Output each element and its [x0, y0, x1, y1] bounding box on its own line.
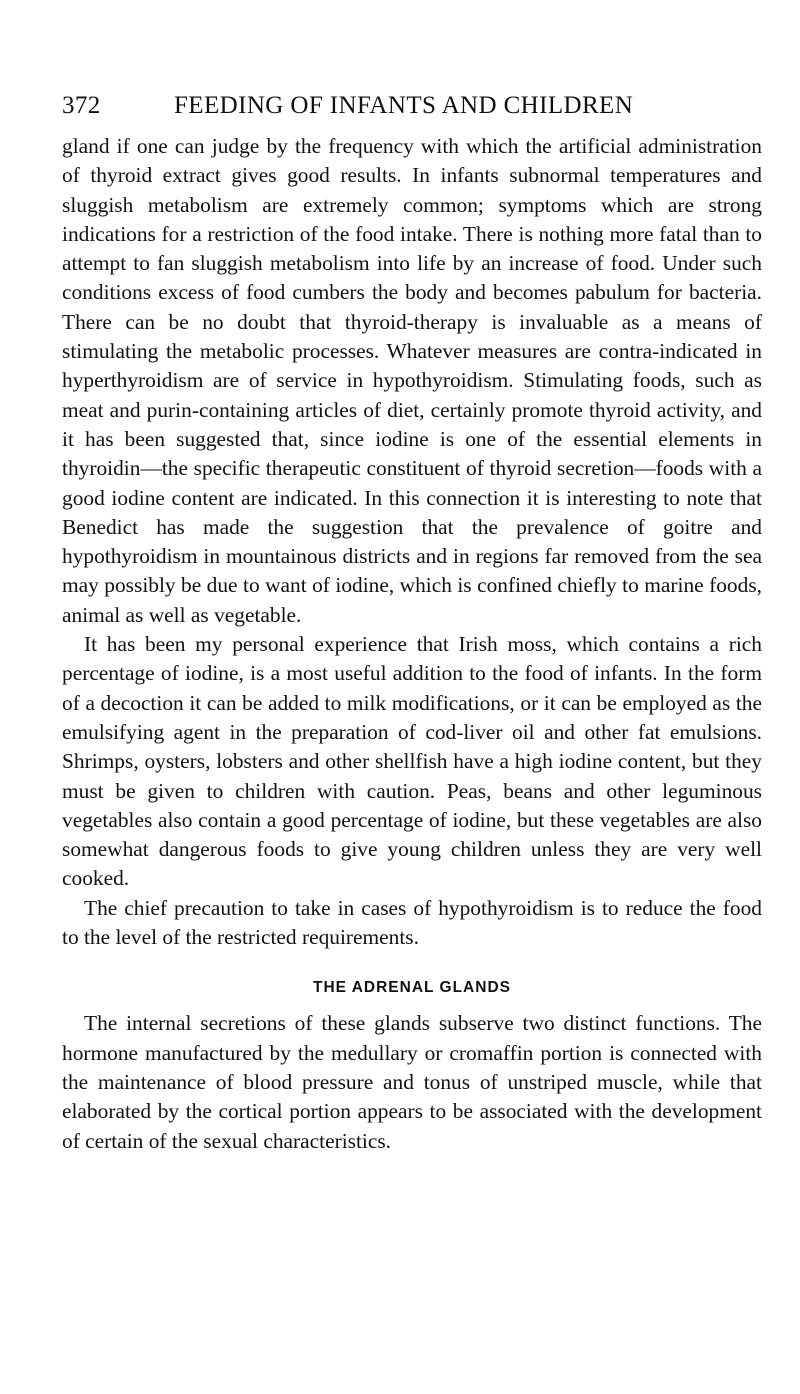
paragraph-adrenal-functions: The internal secretions of these glands subserve two distinct functions. The hormone manufactured by the medullary or cromaffin portion is connected with the maintenance of blood pressure and tonus of unstriped muscle, while that elaborated by the cortical portion appears to be associated with the development of certain of the sexual characteristics. [62, 1011, 762, 1153]
page-number: 372 [62, 92, 101, 119]
running-title: FEEDING OF INFANTS AND CHILDREN [174, 92, 634, 119]
paragraph-precaution: The chief precaution to take in cases of hypothyroidism is to reduce the food to the level of the restricted requirements. [62, 895, 762, 950]
paragraph-thyroid-continued: gland if one can judge by the frequency with which the artificial administration of thyroid extract gives good results. In infants subnormal temperatures and sluggish metabolism are extremely common; symptoms which are strong indications for a restriction of the food intake. There is nothing more fatal than to attempt to fan sluggish metabolism into life by an increase of food. Under such conditions excess of food cumbers the body and becomes pabulum for bacteria. There can be no doubt that thyroid-therapy is invaluable as a means of stimulating the metabolic processes. Whatever measures are contra-indicated in hyperthyroidism are of service in hypothyroidism. Stimulating foods, such as meat and purin-containing articles of diet, certainly promote thyroid activity, and it has been suggested that, since iodine is one of the essential elements in thyroidin—the specific therapeutic constituent of thyroid secretion—foods with a good iodine content are indicated. In this connection it is interesting to note that Benedict has made the suggestion that the prevalence of goitre and hypothyroidism in mountainous districts and in regions far removed from the sea may possibly be due to want of iodine, which is confined chiefly to marine foods, animal as well as vegetable. [62, 134, 762, 627]
section-heading-adrenal-glands: THE ADRENAL GLANDS [313, 979, 511, 997]
paragraph-irish-moss: It has been my personal experience that Irish moss, which contains a rich percentage of iodine, is a most useful addition to the food of infants. In the form of a decoction it can be added to milk modifications, or it can be employed as the emulsifying agent in the preparation of cod-liver oil and other fat emulsions. Shrimps, oysters, lobsters and other shellfish have a high iodine content, but they must be given to children with caution. Peas, beans and other leguminous vegetables also contain a good percentage of iodine, but these vegetables are also somewhat dangerous foods to give young children unless they are very well cooked. [62, 632, 762, 891]
book-page [62, 92, 762, 1156]
body-text [62, 132, 762, 1156]
running-head [62, 92, 762, 132]
